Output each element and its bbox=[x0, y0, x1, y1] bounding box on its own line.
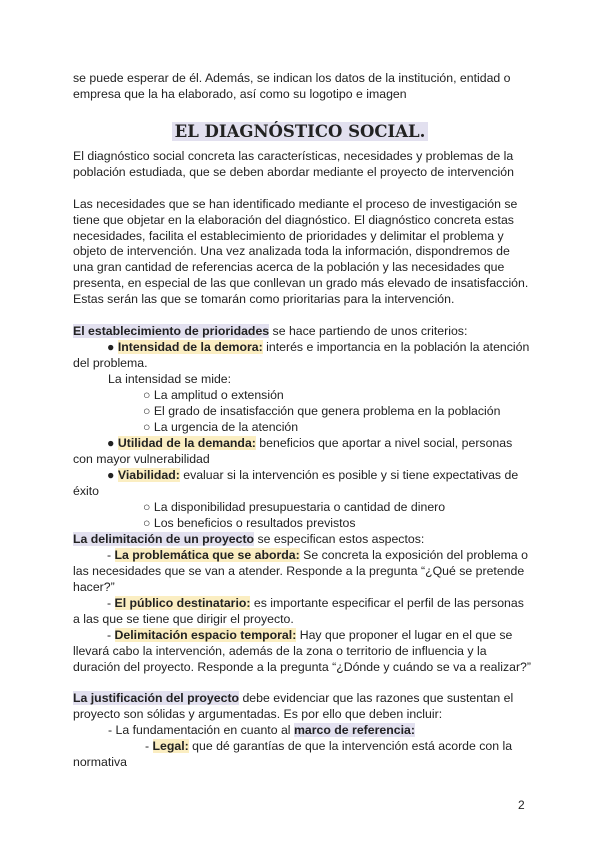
priorities-heading: El establecimiento de prioridades bbox=[73, 324, 270, 338]
justification-heading: La justificación del proyecto bbox=[73, 691, 240, 705]
delimitation-heading-rest: se especifican estos aspectos: bbox=[254, 532, 425, 546]
viability-item bbox=[143, 500, 533, 516]
intensity-label: Intensidad de la demora: bbox=[117, 340, 263, 354]
viability-item-text: La disponibilidad presupuestaria o cantidad de dinero bbox=[153, 500, 446, 514]
legal-text: que dé garantías de que la intervención está acorde con la normativa bbox=[73, 739, 513, 769]
priorities-heading-rest: se hace partiendo de unos criterios: bbox=[269, 324, 468, 338]
legal-label: Legal: bbox=[152, 739, 189, 753]
circle-bullet-icon: ○ bbox=[143, 388, 151, 402]
bullet-icon: ● bbox=[107, 468, 115, 482]
circle-bullet-icon: ○ bbox=[143, 516, 151, 530]
measure-item-text: El grado de insatisfacción que genera problema en la población bbox=[153, 404, 501, 418]
delimitation-item-problem bbox=[73, 548, 533, 595]
utility-text: beneficios que aportar a nivel social, personas con mayor vulnerabilidad bbox=[73, 436, 513, 466]
dash-marker: - bbox=[107, 596, 115, 610]
framework-label: marco de referencia: bbox=[293, 723, 415, 737]
priority-item-viability bbox=[73, 468, 533, 500]
delimitation-item-spacetime bbox=[73, 628, 533, 675]
audience-text: es importante especificar el perfil de las personas a las que se tiene que dirigir el proyecto. bbox=[73, 596, 524, 626]
bullet-icon: ● bbox=[107, 340, 115, 354]
spacetime-text: Hay que proponer el lugar en el que se llevará cabo la intervención, además de la zona o territorio de influencia y la duración del proyecto. Responde a la pregunta “¿Dónde y cuándo se va a realizar?” bbox=[73, 628, 531, 674]
delimitation-heading-line bbox=[73, 532, 533, 548]
dash-marker: - bbox=[145, 739, 153, 753]
measure-item-text: La amplitud o extensión bbox=[153, 388, 284, 402]
problem-label: La problemática que se aborda: bbox=[114, 548, 300, 562]
intro-paragraph: se puede esperar de él. Además, se indican los datos de la institución, entidad o empresa que la ha elaborado, así como su logotipo e imagen bbox=[73, 71, 511, 101]
delimitation-item-audience bbox=[73, 596, 533, 628]
section-title bbox=[0, 122, 600, 142]
section-title-text: EL DIAGNÓSTICO SOCIAL. bbox=[172, 122, 429, 141]
viability-label: Viabilidad: bbox=[117, 468, 180, 482]
priorities-heading-line bbox=[73, 324, 533, 340]
measure-item-text: La urgencia de la atención bbox=[153, 420, 299, 434]
measure-intro: La intensidad se mide: bbox=[108, 372, 232, 386]
viability-text: evaluar si la intervención es posible y si tiene expectativas de éxito bbox=[73, 468, 519, 498]
circle-bullet-icon: ○ bbox=[143, 500, 151, 514]
viability-item bbox=[143, 516, 533, 532]
delimitation-heading: La delimitación de un proyecto bbox=[73, 532, 255, 546]
circle-bullet-icon: ○ bbox=[143, 420, 151, 434]
bullet-icon: ● bbox=[107, 436, 115, 450]
circle-bullet-icon: ○ bbox=[143, 404, 151, 418]
measure-item bbox=[143, 404, 533, 420]
dash-marker: - bbox=[107, 628, 115, 642]
spacetime-label: Delimitación espacio temporal: bbox=[114, 628, 297, 642]
intensity-text: interés e importancia en la población la atención del problema. bbox=[73, 340, 530, 370]
justification-heading-line bbox=[73, 691, 533, 723]
utility-label: Utilidad de la demanda: bbox=[117, 436, 256, 450]
page-number: 2 bbox=[518, 798, 525, 812]
problem-text: Se concreta la exposición del problema o las necesidades que se van a atender. Responde a la pregunta “¿Qué se pretende hacer?” bbox=[73, 548, 529, 594]
justification-item bbox=[108, 723, 533, 739]
audience-label: El público destinatario: bbox=[114, 596, 251, 610]
dash-marker: - bbox=[107, 548, 115, 562]
priority-item-utility bbox=[73, 436, 533, 468]
measure-item bbox=[143, 420, 533, 436]
justification-item-text: - La fundamentación en cuanto al bbox=[108, 723, 294, 737]
justification-heading-rest: debe evidenciar que las razones que sustentan el proyecto son sólidas y argumentadas. Es por ello que deben incluir: bbox=[73, 691, 514, 721]
diagnosis-definition-paragraph: El diagnóstico social concreta las características, necesidades y problemas de la población estudiada, que se deben abordar mediante el proyecto de intervención bbox=[73, 149, 514, 179]
measure-item bbox=[143, 388, 533, 404]
justification-sub-item-legal bbox=[73, 739, 533, 771]
priority-item-intensity bbox=[73, 340, 533, 372]
viability-item-text: Los beneficios o resultados previstos bbox=[153, 516, 356, 530]
needs-paragraph: Las necesidades que se han identificado mediante el proceso de investigación se tiene que objetar en la elaboración del diagnóstico. El diagnóstico concreta estas necesidades, facilita el establecimiento de prioridades y delimitar el problema y objeto de intervención. Una vez analizada toda la información, dispondremos de una gran cantidad de referencias acerca de la población y las necesidades que presenta, en especial de las que conllevan un grado más elevado de insatisfacción. Estas serán las que se tomarán como prioritarias para la intervención. bbox=[73, 197, 529, 306]
